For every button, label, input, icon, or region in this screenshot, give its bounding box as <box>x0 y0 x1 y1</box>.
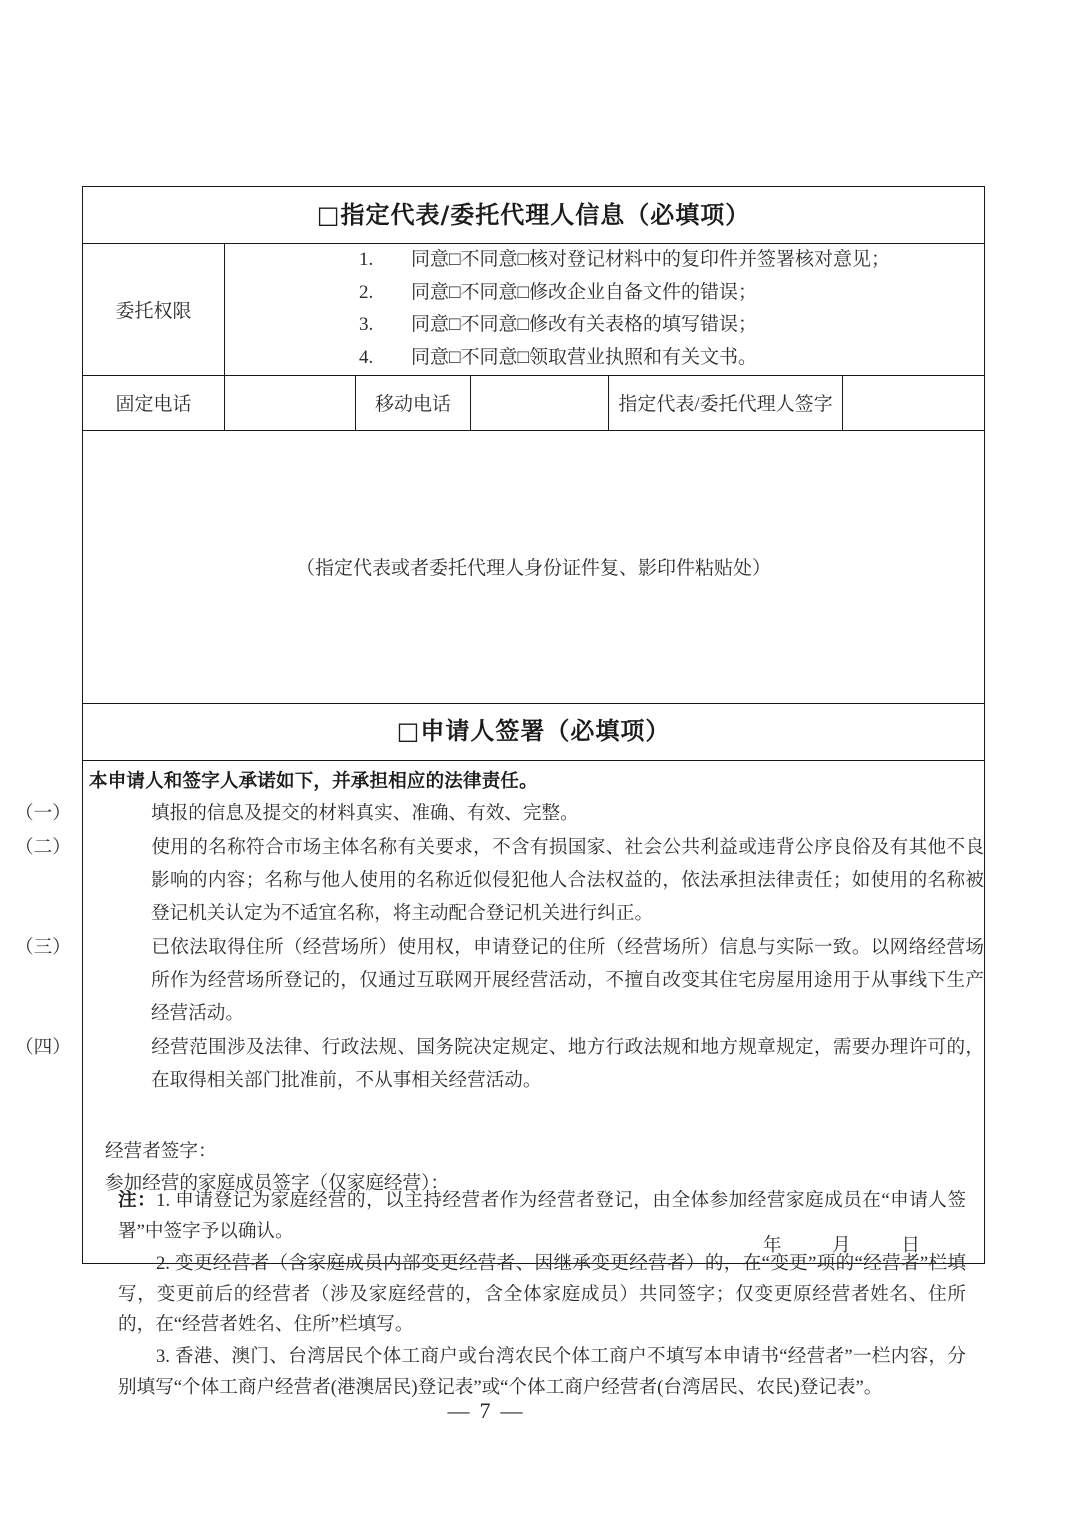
commitment-marker: （四） <box>15 1037 71 1059</box>
agent-section-title-row <box>83 187 985 244</box>
agent-signature-value-cell[interactable] <box>843 375 985 430</box>
authority-row <box>83 244 985 376</box>
note-item-3: 3. 香港、澳门、台湾居民个体工商户或台湾农民个体工商户不填写本申请书“经营者”一栏内容，分别填写“个体工商户经营者(港澳居民)登记表”或“个体工商户经营者(台湾居民、农民)登记表”。 <box>118 1346 966 1399</box>
authority-option-number: 2. <box>359 281 374 303</box>
landline-value-cell[interactable] <box>225 375 356 430</box>
id-paste-row <box>83 430 985 703</box>
note-item-1-text: 1. 申请登记为家庭经营的，以主持经营者作为经营者登记，由全体参加经营家庭成员在“申请人签署”中签字予以确认。 <box>118 1190 966 1242</box>
id-paste-note: （指定代表或者委托代理人身份证件复、影印件粘贴处） <box>296 558 772 580</box>
agent-signature-label: 指定代表/委托代理人签字 <box>618 394 833 416</box>
authority-option-number: 3. <box>359 314 374 336</box>
note-item-2: 2. 变更经营者（含家庭成员内部变更经营者、因继承变更经营者）的，在“变更”项的“经营者”栏填写，变更前后的经营者（涉及家庭经营的，含全体家庭成员）共同签字；仅变更原经营者姓名、住所的，在“经营者姓名、住所”栏填写。 <box>118 1252 966 1336</box>
page-number-dash-left: — <box>447 1398 480 1423</box>
mobile-label: 移动电话 <box>374 394 451 416</box>
note-item-1 <box>118 1186 966 1248</box>
commitment-text: 填报的信息及提交的材料真实、准确、有效、完整。 <box>151 802 579 824</box>
commitment-marker: （二） <box>15 836 71 858</box>
mobile-label-cell <box>356 375 471 430</box>
date-month-label: 月 <box>832 1234 853 1256</box>
authority-options-cell <box>225 244 985 376</box>
authority-option-list <box>225 244 984 375</box>
authority-option-item[interactable] <box>225 277 984 310</box>
authority-option-text: 同意□不同意□核对登记材料中的复印件并签署核对意见； <box>411 249 890 270</box>
commitment-marker: （一） <box>15 802 71 824</box>
commitment-marker: （三） <box>15 937 71 959</box>
landline-label: 固定电话 <box>115 394 192 416</box>
applicant-section-title-row <box>83 703 985 760</box>
commitment-text: 经营范围涉及法律、行政法规、国务院决定规定、地方行政法规和地方规章规定，需要办理许可的，在取得相关部门批准前，不从事相关经营活动。 <box>151 1037 985 1092</box>
authority-option-number: 1. <box>359 249 374 270</box>
applicant-section-title: □申请人签署（必填项） <box>396 717 671 746</box>
commitment-text: 已依法取得住所（经营场所）使用权，申请登记的住所（经营场所）信息与实际一致。以网络经营场所作为经营场所登记的，仅通过互联网开展经营活动，不擅自改变其住宅房屋用途用于从事线下生产经营活动。 <box>151 937 985 1025</box>
authority-option-number: 4. <box>359 347 374 369</box>
registration-form-table <box>15 186 985 1264</box>
page-number: 7 <box>479 1398 501 1423</box>
page-footer <box>0 1398 1080 1424</box>
authority-option-item[interactable] <box>225 244 984 277</box>
landline-label-cell <box>83 375 225 430</box>
commitment-item <box>15 797 984 830</box>
notes-label: 注： <box>118 1190 157 1211</box>
contact-row <box>83 375 985 430</box>
commitment-item <box>15 831 985 930</box>
commitment-text: 使用的名称符合市场主体名称有关要求，不含有损国家、社会公共利益或违背公序良俗及有其他不良影响的内容；名称与他人使用的名称近似侵犯他人合法权益的，依法承担法律责任；如使用的名称被登记机关认定为不适宜名称，将主动配合登记机关进行纠正。 <box>151 836 985 924</box>
id-paste-cell[interactable] <box>83 430 985 703</box>
agent-section-title: □指定代表/委托代理人信息（必填项） <box>316 200 751 229</box>
authority-option-text: 同意□不同意□修改企业自备文件的错误； <box>411 281 757 303</box>
authority-option-text: 同意□不同意□领取营业执照和有关文书。 <box>411 347 757 369</box>
authority-label: 委托权限 <box>115 300 192 322</box>
authority-option-text: 同意□不同意□修改有关表格的填写错误； <box>411 314 757 336</box>
date-day-label: 日 <box>901 1234 923 1256</box>
applicant-section-title-cell <box>83 703 985 760</box>
authority-label-cell <box>83 244 225 376</box>
mobile-value-cell[interactable] <box>471 375 609 430</box>
agent-signature-label-cell <box>609 375 843 430</box>
date-year-label: 年 <box>762 1234 784 1256</box>
agent-section-title-cell <box>83 187 985 244</box>
operator-signature-line[interactable]: 经营者签字： <box>105 1140 217 1162</box>
commitment-list <box>15 797 985 1098</box>
family-member-signature-line[interactable]: 参加经营的家庭成员签字（仅家庭经营）： <box>105 1173 449 1195</box>
notes-block <box>118 1186 966 1404</box>
commitment-item <box>15 931 985 1030</box>
authority-option-item[interactable] <box>225 309 984 342</box>
commitment-heading: 本申请人和签字人承诺如下，并承担相应的法律责任。 <box>89 770 538 792</box>
commitment-item <box>15 1031 985 1097</box>
page-number-dash-right: — <box>500 1398 533 1423</box>
authority-option-item[interactable] <box>225 342 984 375</box>
